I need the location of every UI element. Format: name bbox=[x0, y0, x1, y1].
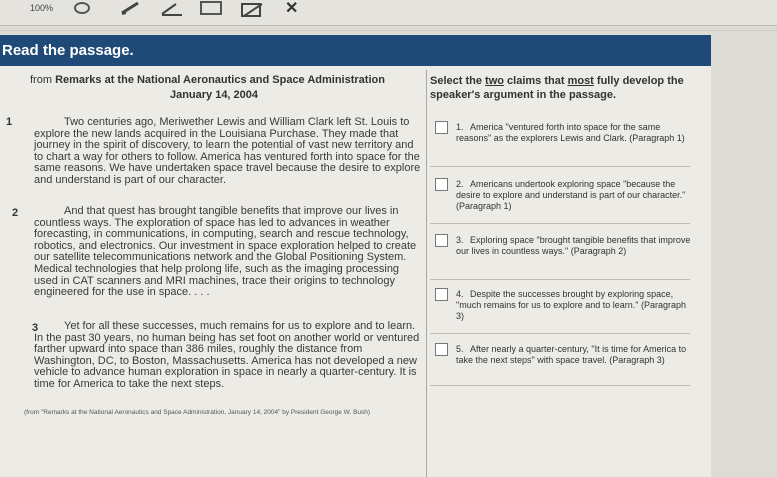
pen-tool-icon[interactable] bbox=[120, 1, 142, 15]
paragraph-text: Two centuries ago, Meriwether Lewis and William Clark left St. Louis to explore the new lands acquired in the Louisiana Purchase. They made that journey in the spirit of discovery, to learn the potential of vast new territory and to chart a way for others to follow. America has ventured forth into space for the same reasons. We have undertaken space travel because the desire to explore and understand is part of our character. bbox=[34, 116, 421, 186]
choice-divider bbox=[430, 223, 690, 224]
choice-number: 1. bbox=[456, 122, 464, 132]
choice-divider bbox=[430, 279, 690, 280]
paragraph-2 bbox=[34, 206, 422, 299]
line-tool-icon[interactable] bbox=[160, 2, 184, 16]
prompt-part: Select the bbox=[430, 75, 486, 87]
close-x-icon[interactable]: ✕ bbox=[285, 0, 299, 17]
paragraph-text: Yet for all these successes, much remains for us to explore and to learn. In the past 30 years, no human being has set foot on another world or ventured farther upward into space than 386 miles, roughly the distance from Washington, DC, to Boston, Massachusetts. America has not developed a new vehicle to advance human exploration in space in nearly a quarter-century. It is time for America to take the next steps. bbox=[34, 320, 420, 390]
paragraph-3 bbox=[34, 321, 422, 391]
question-prompt bbox=[430, 74, 700, 102]
paragraph-number: 2 bbox=[12, 207, 19, 219]
page-title: Read the passage. bbox=[0, 35, 711, 66]
paragraph-number: 3 bbox=[32, 322, 39, 334]
choice-label: Exploring space "brought tangible benefits that improve our lives in countless ways." (Paragraph 2) bbox=[456, 235, 691, 256]
annotation-toolbar bbox=[0, 0, 777, 26]
passage-date: January 14, 2004 bbox=[169, 89, 259, 101]
prompt-part: claims that bbox=[503, 75, 568, 87]
strikeout-tool-icon[interactable] bbox=[240, 2, 266, 18]
column-divider bbox=[426, 70, 427, 477]
checkbox[interactable] bbox=[435, 178, 448, 191]
paragraph-number: 1 bbox=[6, 116, 13, 128]
zoom-level[interactable]: 100% bbox=[30, 3, 54, 13]
choice-number: 3. bbox=[456, 235, 464, 245]
choice-divider bbox=[430, 333, 690, 334]
choice-text bbox=[456, 122, 696, 144]
choice-text bbox=[456, 235, 696, 257]
box-tool-icon[interactable] bbox=[200, 1, 222, 15]
prompt-emphasis-most: most bbox=[567, 75, 594, 87]
prompt-emphasis-two: two bbox=[485, 75, 504, 87]
checkbox[interactable] bbox=[435, 234, 448, 247]
passage-heading bbox=[30, 73, 410, 102]
checkbox[interactable] bbox=[435, 343, 448, 356]
choice-text bbox=[456, 289, 696, 322]
checkbox[interactable] bbox=[435, 288, 448, 301]
choice-divider bbox=[430, 385, 690, 386]
paragraph-text: And that quest has brought tangible benefits that improve our lives in countless ways. The exploration of space has led to advances in weather forecasting, in communications, in computing, search and rescue technology, robotics, and electronics. Our investment in space exploration helped to create our satellite telecommunications network and the Global Positioning System. Medical technologies that help prolong life, such as the imaging processing used in CAT scanners and MRI machines, trace their origins to technology engineered for the use in space. . . . bbox=[34, 205, 417, 299]
choice-label: America "ventured forth into space for the same reasons" as the explorers Lewis and Clark. (Paragraph 1) bbox=[456, 122, 685, 143]
choice-label: After nearly a quarter-century, "It is time for America to take the next steps" with space travel. (Paragraph 3) bbox=[456, 344, 687, 365]
choice-number: 5. bbox=[456, 344, 464, 354]
choice-number: 2. bbox=[456, 179, 464, 189]
choice-label: Despite the successes brought by exploring space, "much remains for us to explore and to learn." (Paragraph 3) bbox=[456, 289, 687, 321]
citation: (from "Remarks at the National Aeronautics and Space Administration, January 14, 2004" by President George W. Bush) bbox=[24, 409, 371, 416]
choice-text bbox=[456, 179, 696, 212]
choice-label: Americans undertook exploring space "because the desire to explore and understand is part of our character." (Paragraph 1) bbox=[456, 179, 686, 211]
circle-tool-icon[interactable] bbox=[74, 2, 90, 14]
prompt-part: fully develop the speaker's argument in the passage. bbox=[430, 75, 684, 101]
choice-number: 4. bbox=[456, 289, 464, 299]
choice-divider bbox=[430, 166, 690, 167]
checkbox[interactable] bbox=[435, 121, 448, 134]
paragraph-1 bbox=[34, 117, 422, 187]
divider bbox=[0, 30, 777, 31]
source-prefix: from bbox=[30, 74, 56, 86]
source-title: Remarks at the National Aeronautics and Space Administration bbox=[55, 74, 385, 86]
choice-text bbox=[456, 344, 696, 366]
